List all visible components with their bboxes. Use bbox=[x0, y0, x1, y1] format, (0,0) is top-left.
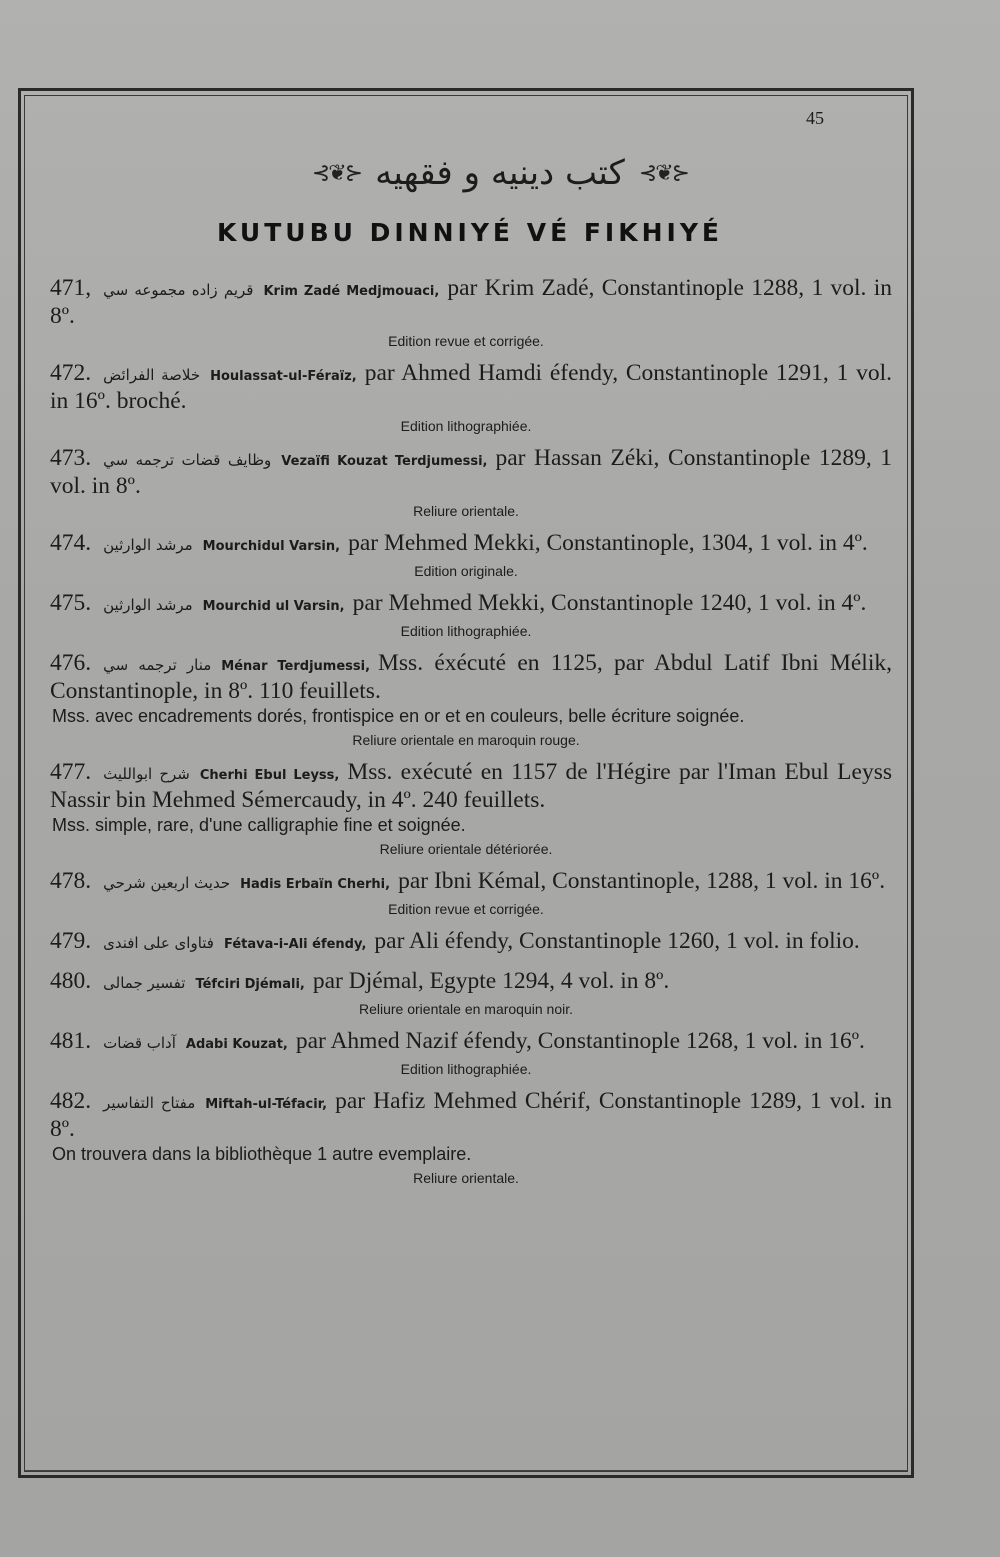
entry-number: 473. bbox=[50, 445, 92, 471]
entry-transliterated-title: Mourchidul Varsin, bbox=[202, 539, 341, 554]
entry-edition-note: Reliure orientale. bbox=[413, 1170, 519, 1186]
entry-transliterated-title: Hadis Erbaïn Cherhi, bbox=[240, 877, 391, 892]
entry-arabic-title: تفسير جمالی bbox=[103, 974, 186, 992]
entry-edition-note: Edition revue et corrigée. bbox=[388, 333, 544, 349]
entry-arabic-title: حديث اربعين شرحي bbox=[103, 874, 231, 892]
entry-transliterated-title: Houlassat-ul-Féraïz, bbox=[210, 369, 357, 384]
entry-edition-note: Edition lithographiée. bbox=[400, 418, 532, 434]
catalogue-entries bbox=[50, 276, 892, 1198]
entry-note: Mss. simple, rare, d'une calligraphie fine et soignée. bbox=[52, 815, 466, 835]
bottom-rule bbox=[24, 1470, 908, 1471]
entry-number: 471, bbox=[50, 275, 92, 301]
page-number: 45 bbox=[806, 108, 824, 128]
entry-edition-note: Edition revue et corrigée. bbox=[388, 901, 544, 917]
entry-arabic-title: شرح ابوالليث bbox=[103, 765, 190, 783]
entry-description: par Hassan Zéki, Constantinople 1289, 1 vol. in 8º. bbox=[50, 445, 892, 499]
catalogue-entry bbox=[50, 651, 892, 748]
entry-number: 479. bbox=[50, 928, 92, 954]
entry-transliterated-title: Mourchid ul Varsin, bbox=[202, 599, 345, 614]
entry-arabic-title: مرشد الوارثين bbox=[103, 536, 193, 554]
catalogue-entry bbox=[50, 591, 892, 639]
entry-main-text bbox=[50, 591, 892, 619]
entry-main-text bbox=[50, 651, 892, 704]
entry-transliterated-title: Fétava-i-Ali éfendy, bbox=[223, 937, 367, 952]
entry-main-text bbox=[50, 446, 892, 499]
entry-transliterated-title: Adabi Kouzat, bbox=[185, 1037, 288, 1052]
entry-edition-note: Edition lithographiée. bbox=[400, 1061, 532, 1077]
entry-description: par Hafiz Mehmed Chérif, Constantinople 1289, 1 vol. in 8º. bbox=[50, 1088, 892, 1142]
entry-arabic-title: فتاوای علی افندی bbox=[103, 934, 214, 952]
catalogue-entry bbox=[50, 276, 892, 349]
catalogue-entry bbox=[50, 760, 892, 857]
catalogue-entry bbox=[50, 869, 892, 917]
entry-description: par Ali éfendy, Constantinople 1260, 1 vol. in folio. bbox=[374, 928, 860, 954]
catalogue-entry bbox=[50, 969, 892, 1017]
entry-arabic-title: وظايف قضات ترجمه سي bbox=[103, 451, 272, 469]
flourish-left-icon: ⊰❦⊱ bbox=[311, 160, 362, 185]
entry-number: 478. bbox=[50, 868, 92, 894]
entry-description: Mss. éxécuté en 1125, par Abdul Latif Ibni Mélik, Constantinople, in 8º. 110 feuillets. bbox=[50, 650, 892, 704]
entry-description: par Mehmed Mekki, Constantinople, 1304, 1 vol. in 4º. bbox=[348, 530, 868, 556]
entry-number: 476. bbox=[50, 650, 92, 676]
entry-number: 475. bbox=[50, 590, 92, 616]
entry-main-text bbox=[50, 1029, 892, 1057]
entry-description: Mss. exécuté en 1157 de l'Hégire par l'Iman Ebul Leyss Nassir bin Mehmed Sémercaudy, in 4º. 240 feuillets. bbox=[50, 759, 893, 813]
entry-transliterated-title: Krim Zadé Medjmouaci, bbox=[263, 284, 440, 299]
entry-edition-note: Reliure orientale en maroquin noir. bbox=[358, 1001, 573, 1017]
entry-main-text bbox=[50, 869, 892, 897]
entry-transliterated-title: Téfciri Djémali, bbox=[195, 977, 305, 992]
entry-number: 472. bbox=[50, 360, 92, 386]
entry-edition-note: Edition originale. bbox=[414, 563, 518, 579]
entry-description: par Ibni Kémal, Constantinople, 1288, 1 vol. in 16º. bbox=[398, 868, 886, 894]
entry-main-text bbox=[50, 760, 892, 813]
entry-description: par Djémal, Egypte 1294, 4 vol. in 8º. bbox=[312, 968, 670, 994]
entry-transliterated-title: Cherhi Ebul Leyss, bbox=[199, 768, 340, 783]
entry-edition-note: Edition lithographiée. bbox=[400, 623, 532, 639]
catalogue-entry bbox=[50, 929, 892, 957]
entry-note: Mss. avec encadrements dorés, frontispice en or et en couleurs, belle écriture soignée. bbox=[52, 706, 745, 726]
entry-number: 477. bbox=[50, 759, 92, 785]
catalogue-entry bbox=[50, 1089, 892, 1186]
entry-number: 480. bbox=[50, 968, 92, 994]
entry-main-text bbox=[50, 929, 892, 957]
section-title: KUTUBU DINNIYÉ VÉ FIKHIYÉ bbox=[216, 218, 724, 247]
entry-description: par Mehmed Mekki, Constantinople 1240, 1 vol. in 4º. bbox=[352, 590, 867, 616]
entry-transliterated-title: Vezaïfi Kouzat Terdjumessi, bbox=[281, 454, 488, 469]
arabic-section-title: كتب دينيه و فقهيه bbox=[375, 153, 625, 193]
entry-number: 482. bbox=[50, 1088, 92, 1114]
entry-description: par Ahmed Nazif éfendy, Constantinople 1268, 1 vol. in 16º. bbox=[295, 1028, 865, 1054]
entry-transliterated-title: Ménar Terdjumessi, bbox=[221, 659, 371, 674]
entry-main-text bbox=[50, 969, 892, 997]
catalogue-entry bbox=[50, 1029, 892, 1077]
entry-edition-note: Reliure orientale. bbox=[413, 503, 519, 519]
entry-arabic-title: مفتاح التفاسير bbox=[103, 1094, 196, 1112]
entry-arabic-title: منار ترجمه سي bbox=[103, 656, 212, 674]
entry-transliterated-title: Miftah-ul-Téfacir, bbox=[205, 1097, 328, 1112]
entry-main-text bbox=[50, 531, 892, 559]
entry-main-text bbox=[50, 361, 892, 414]
entry-note: On trouvera dans la bibliothèque 1 autre evemplaire. bbox=[52, 1144, 472, 1164]
entry-description: par Ahmed Hamdi éfendy, Constantinople 1291, 1 vol. in 16º. broché. bbox=[50, 360, 892, 414]
catalogue-entry bbox=[50, 361, 892, 434]
entry-number: 481. bbox=[50, 1028, 92, 1054]
catalogue-entry bbox=[50, 446, 892, 519]
entry-edition-note: Reliure orientale en maroquin rouge. bbox=[352, 732, 580, 748]
entry-main-text bbox=[50, 276, 892, 329]
entry-description: par Krim Zadé, Constantinople 1288, 1 vol. in 8º. bbox=[50, 275, 893, 329]
flourish-right-icon: ⊰❦⊱ bbox=[638, 160, 689, 185]
entry-arabic-title: خلاصة الفرائض bbox=[103, 366, 201, 384]
entry-number: 474. bbox=[50, 530, 92, 556]
entry-edition-note: Reliure orientale détériorée. bbox=[379, 841, 553, 857]
catalogue-entry bbox=[50, 531, 892, 579]
section-heading-ornament bbox=[0, 150, 1000, 196]
entry-arabic-title: قريم زاده مجموعه سي bbox=[103, 281, 254, 299]
entry-arabic-title: مرشد الوارثين bbox=[103, 596, 193, 614]
entry-arabic-title: آداب قضات bbox=[103, 1034, 176, 1052]
entry-main-text bbox=[50, 1089, 892, 1142]
